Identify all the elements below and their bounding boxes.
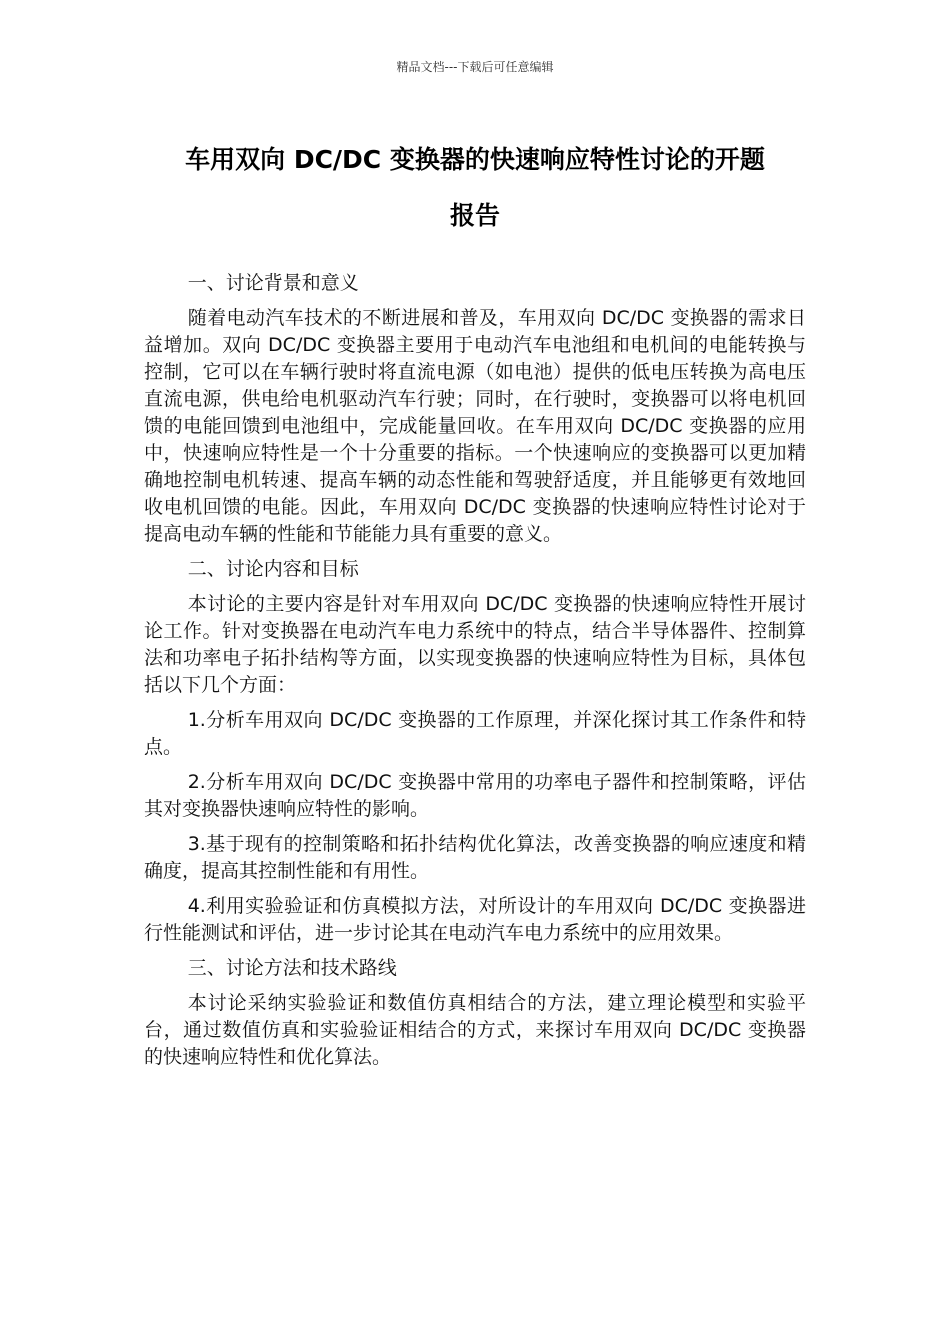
section-heading-background: 一、讨论背景和意义 xyxy=(187,272,359,294)
page-header: 精品文档---下载后可任意编辑 xyxy=(396,60,554,74)
title-line-2: 报告 xyxy=(449,201,500,230)
document-title xyxy=(140,132,810,244)
paragraph-content-intro: 本讨论的主要内容是针对车用双向 DC/DC 变换器的快速响应特性开展讨论工作。针对变换器在电动汽车电力系统中的特点，结合半导体器件、控制算法和功率电子拓扑结构等方面，以实现变换器的快速响应特性为目标，具体包括以下几个方面： xyxy=(144,593,806,696)
list-item-4: 4.利用实验验证和仿真模拟方法，对所设计的车用双向 DC/DC 变换器进行性能测试和评估，进一步讨论其在电动汽车电力系统中的应用效果。 xyxy=(144,895,806,944)
document-body xyxy=(144,270,806,1079)
list-item-1: 1.分析车用双向 DC/DC 变换器的工作原理，并深化探讨其工作条件和特点。 xyxy=(144,709,806,758)
list-item-2: 2.分析车用双向 DC/DC 变换器中常用的功率电子器件和控制策略，评估其对变换器快速响应特性的影响。 xyxy=(144,771,806,820)
paragraph-methods: 本讨论采纳实验验证和数值仿真相结合的方法，建立理论模型和实验平台，通过数值仿真和实验验证相结合的方式，来探讨车用双向 DC/DC 变换器的快速响应特性和优化算法。 xyxy=(144,992,806,1068)
section-heading-methods: 三、讨论方法和技术路线 xyxy=(187,957,397,979)
section-heading-content: 二、讨论内容和目标 xyxy=(187,558,359,580)
title-line-1: 车用双向 DC/DC 变换器的快速响应特性讨论的开题 xyxy=(185,145,765,174)
list-item-3: 3.基于现有的控制策略和拓扑结构优化算法，改善变换器的响应速度和精确度，提高其控制性能和有用性。 xyxy=(144,833,806,882)
paragraph-background: 随着电动汽车技术的不断进展和普及，车用双向 DC/DC 变换器的需求日益增加。双向 DC/DC 变换器主要用于电动汽车电池组和电机间的电能转换与控制，它可以在车辆行驶时将直流电源（如电池）提供的低电压转换为高电压直流电源，供电给电机驱动汽车行驶；同时，在行驶时，变换器可以将电机回馈的电能回馈到电池组中，完成能量回收。在车用双向 DC/DC 变换器的应用中，快速响应特性是一个十分重要的指标。一个快速响应的变换器可以更加精确地控制电机转速、提高车辆的动态性能和驾驶舒适度，并且能够更有效地回收电机回馈的电能。因此，车用双向 DC/DC 变换器的快速响应特性讨论对于提高电动车辆的性能和节能能力具有重要的意义。 xyxy=(144,307,806,545)
